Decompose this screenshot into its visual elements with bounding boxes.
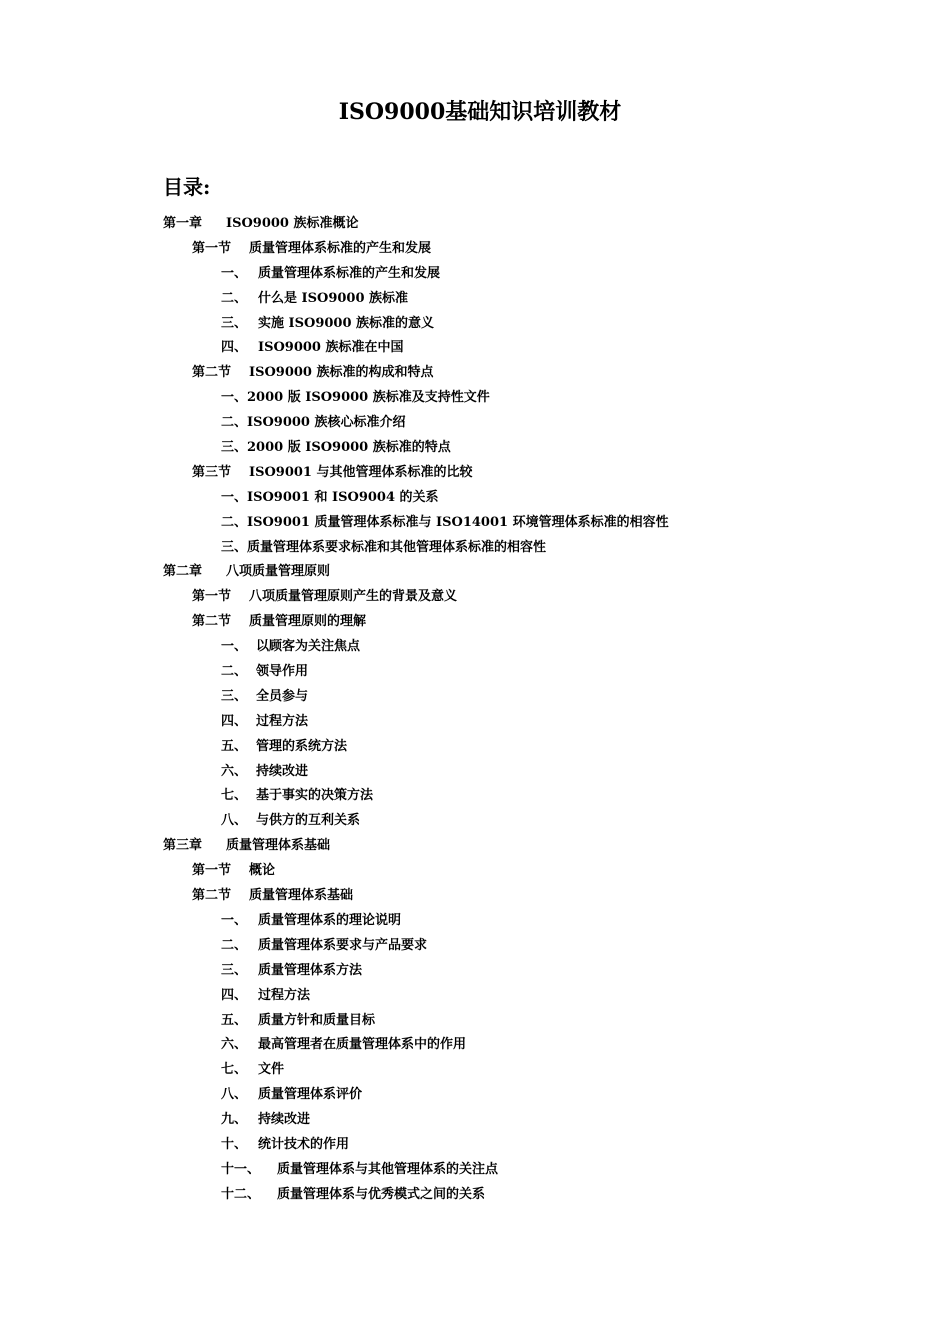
- toc-number: 第二节: [192, 614, 232, 630]
- toc-number: 二、: [221, 290, 248, 306]
- toc-text: 质量管理体系与优秀模式之间的关系: [277, 1186, 486, 1202]
- toc-text: 一、ISO9001 和 ISO9004 的关系: [221, 489, 439, 505]
- toc-text: 质量管理体系的理论说明: [258, 912, 402, 928]
- toc-number: 五、: [221, 738, 248, 754]
- toc-text: 二、ISO9000 族核心标准介绍: [221, 415, 406, 431]
- toc-number: 七、: [221, 1062, 248, 1078]
- toc-number: 一、: [221, 265, 248, 281]
- toc-text: ISO9000 族标准在中国: [258, 340, 404, 356]
- toc-text: 八项质量管理原则产生的背景及意义: [249, 589, 458, 605]
- toc-text: 过程方法: [258, 987, 311, 1003]
- toc-number: 二、: [221, 664, 248, 680]
- toc-text: 质量管理体系基础: [226, 838, 331, 854]
- toc-text: 质量管理体系方法: [258, 962, 363, 978]
- toc-text: 领导作用: [256, 664, 309, 680]
- toc-text: 全员参与: [256, 688, 309, 704]
- toc-number: 七、: [221, 788, 248, 804]
- toc-number: 九、: [221, 1112, 248, 1128]
- toc-number: 五、: [221, 1012, 248, 1028]
- toc-text: 质量管理体系评价: [258, 1087, 363, 1103]
- toc-text: 概论: [249, 863, 276, 879]
- toc-text: 质量管理体系标准的产生和发展: [258, 265, 441, 281]
- toc-text: 过程方法: [256, 713, 309, 729]
- toc-text: 八项质量管理原则: [226, 564, 331, 580]
- toc-number: 三、: [221, 688, 248, 704]
- toc-number: 第二节: [192, 365, 232, 381]
- toc-number: 第一节: [192, 589, 232, 605]
- toc-number: 八、: [221, 1087, 248, 1103]
- toc-text: 基于事实的决策方法: [256, 788, 374, 804]
- toc-number: 六、: [221, 1037, 248, 1053]
- toc-text: 实施 ISO9000 族标准的意义: [258, 315, 435, 331]
- toc-text: 持续改进: [258, 1112, 311, 1128]
- toc-text: 质量管理体系与其他管理体系的关注点: [277, 1161, 499, 1177]
- toc-number: 十一、: [221, 1161, 261, 1177]
- toc-text: 质量方针和质量目标: [258, 1012, 376, 1028]
- toc-text: 以顾客为关注焦点: [256, 639, 361, 655]
- toc-number: 第二章: [163, 564, 203, 580]
- toc-number: 四、: [221, 340, 248, 356]
- toc-number: 三、: [221, 315, 248, 331]
- toc-text: 最高管理者在质量管理体系中的作用: [258, 1037, 467, 1053]
- toc-text: ISO9000 族标准的构成和特点: [249, 365, 434, 381]
- toc-text: 质量管理原则的理解: [249, 614, 367, 630]
- document-title: ISO9000基础知识培训教材: [338, 99, 622, 125]
- toc-text: 管理的系统方法: [256, 738, 348, 754]
- toc-number: 十二、: [221, 1186, 261, 1202]
- toc-text: ISO9001 与其他管理体系标准的比较: [249, 464, 473, 480]
- toc-text: 二、ISO9001 质量管理体系标准与 ISO14001 环境管理体系标准的相容性: [221, 514, 669, 530]
- toc-number: 第三章: [163, 838, 203, 854]
- toc-number: 四、: [221, 713, 248, 729]
- toc-number: 二、: [221, 937, 248, 953]
- toc-text: 质量管理体系基础: [249, 888, 354, 904]
- toc-text: 持续改进: [256, 763, 309, 779]
- toc-text: 质量管理体系标准的产生和发展: [249, 240, 432, 256]
- toc-text: 质量管理体系要求与产品要求: [258, 937, 428, 953]
- toc-number: 第二节: [192, 888, 232, 904]
- toc-text: 什么是 ISO9000 族标准: [258, 290, 409, 306]
- toc-number: 第一节: [192, 863, 232, 879]
- toc-number: 第一章: [163, 216, 203, 231]
- toc-text: 文件: [258, 1062, 285, 1078]
- toc-text: 与供方的互利关系: [256, 813, 361, 829]
- toc-number: 一、: [221, 912, 248, 928]
- toc-number: 十、: [221, 1136, 248, 1152]
- toc-text: 一、2000 版 ISO9000 族标准及支持性文件: [221, 390, 490, 406]
- toc-text: 三、2000 版 ISO9000 族标准的特点: [221, 440, 451, 456]
- toc-text: ISO9000 族标准概论: [226, 216, 359, 231]
- toc-number: 第三节: [192, 464, 232, 480]
- toc-number: 第一节: [192, 240, 232, 256]
- toc-text: 三、质量管理体系要求标准和其他管理体系标准的相容性: [221, 539, 547, 555]
- toc-heading: 目录:: [163, 175, 211, 199]
- toc-number: 八、: [221, 813, 248, 829]
- toc-number: 四、: [221, 987, 248, 1003]
- toc-number: 一、: [221, 639, 248, 655]
- toc-text: 统计技术的作用: [258, 1136, 350, 1152]
- toc-number: 六、: [221, 763, 248, 779]
- toc-number: 三、: [221, 962, 248, 978]
